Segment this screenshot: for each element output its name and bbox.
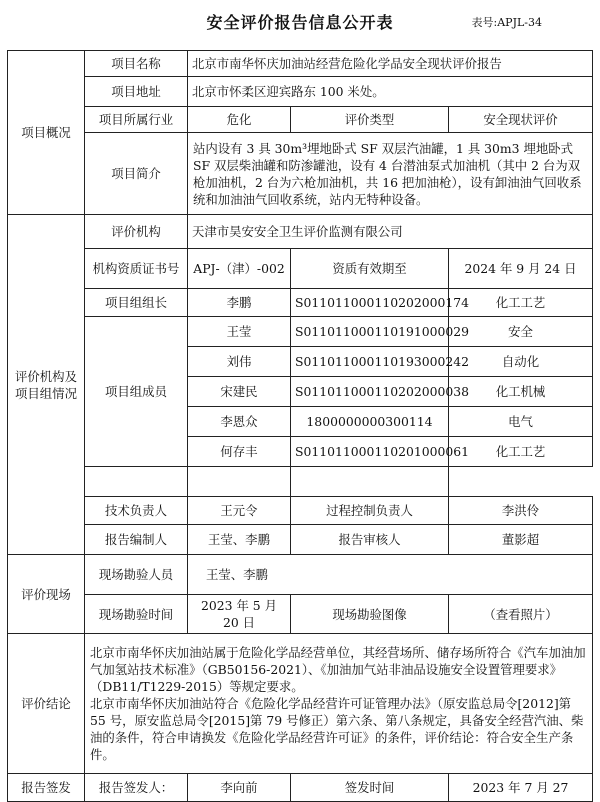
- project-name-label: 项目名称: [85, 51, 188, 77]
- site-staff-label: 现场勘验人员: [85, 555, 188, 595]
- member-major: 安全: [449, 317, 593, 347]
- member-cert: S011011000110191000029: [291, 317, 449, 347]
- leader-name: 李鹏: [188, 289, 291, 317]
- site-time-label: 现场勘验时间: [85, 595, 188, 634]
- member-cert: S011011000110202000038: [291, 377, 449, 407]
- sign-time: 2023 年 7 月 27: [449, 774, 593, 802]
- reviewer-label: 报告审核人: [291, 525, 449, 555]
- agency-value: 天津市昊安安全卫生评价监测有限公司: [188, 215, 593, 249]
- member-cert: S011011000110193000242: [291, 347, 449, 377]
- leader-cert: S011011000110202000174: [291, 289, 449, 317]
- section-sign: 报告签发: [8, 774, 85, 802]
- reviewer-name: 董影超: [449, 525, 593, 555]
- section-site: 评价现场: [8, 555, 85, 634]
- validity-value: 2024 年 9 月 24 日: [449, 249, 593, 289]
- view-photos-link[interactable]: （查看照片）: [449, 595, 593, 634]
- signer-label: 报告签发人：: [85, 774, 188, 802]
- member-name: 刘伟: [188, 347, 291, 377]
- industry-value: 危化: [188, 107, 291, 133]
- industry-label: 项目所属行业: [85, 107, 188, 133]
- project-address-label: 项目地址: [85, 77, 188, 107]
- evaluation-type-value: 安全现状评价: [449, 107, 593, 133]
- section-conclusion: 评价结论: [8, 634, 85, 774]
- member-name: 王莹: [188, 317, 291, 347]
- disclosure-table: [7, 50, 593, 802]
- section-overview: 项目概况: [8, 51, 85, 215]
- member-major: 化工机械: [449, 377, 593, 407]
- member-cert: 1800000000300114: [291, 407, 449, 437]
- tech-lead-name: 王元令: [188, 497, 291, 525]
- table-number: 表号:APJL-34: [471, 16, 542, 29]
- project-intro: 站内设有 3 具 30m³埋地卧式 SF 双层汽油罐，1 具 30m3 埋地卧式 SF 双层柴油罐和防渗罐池，设有 4 台潜油泵式加油机（其中 2 台为双枪加油机，2 台为六枪加油机，共 16 把加油枪），设有卸油油气回收系统和加油油气回收系统，站内无特种设备。: [188, 133, 593, 215]
- site-image-label: 现场勘验图像: [291, 595, 449, 634]
- member-name: [85, 467, 188, 497]
- signer-name: 李向前: [188, 774, 291, 802]
- member-major: [291, 467, 449, 497]
- leader-label: 项目组组长: [85, 289, 188, 317]
- member-major: 自动化: [449, 347, 593, 377]
- members-label: 项目组成员: [85, 317, 188, 467]
- member-cert: [188, 467, 291, 497]
- member-name: 李恩众: [188, 407, 291, 437]
- author-names: 王莹、李鹏: [188, 525, 291, 555]
- conclusion-paragraph-2: 北京市南华怀庆加油站符合《危险化学品经营许可证管理办法》（原安监总局令[2012]第 55 号，原安监总局令[2015]第 79 号修正）第六条、第八条规定，具备安全经营汽油、柴油的条件，符合申请换发《危险化学品经营许可证》的条件，评价结论：符合安全生产条件。: [90, 696, 584, 762]
- section-organization-label: 评价机构及项目组情况: [15, 368, 77, 401]
- cert-value: APJ-（津）-002: [188, 249, 291, 289]
- member-name: 宋建民: [188, 377, 291, 407]
- leader-major: 化工工艺: [449, 289, 593, 317]
- page-title: 安全评价报告信息公开表: [206, 13, 394, 32]
- process-lead-name: 李洪伶: [449, 497, 593, 525]
- evaluation-type-label: 评价类型: [291, 107, 449, 133]
- cert-label: 机构资质证书号: [85, 249, 188, 289]
- project-address: 北京市怀柔区迎宾路东 100 米处。: [188, 77, 593, 107]
- member-name: 何存丰: [188, 437, 291, 467]
- project-name: 北京市南华怀庆加油站经营危险化学品安全现状评价报告: [188, 51, 593, 77]
- member-major: 化工工艺: [449, 437, 593, 467]
- validity-label: 资质有效期至: [291, 249, 449, 289]
- section-organization: [8, 215, 85, 555]
- member-major: 电气: [449, 407, 593, 437]
- project-intro-label: 项目简介: [85, 133, 188, 215]
- tech-lead-label: 技术负责人: [85, 497, 188, 525]
- site-staff: 王莹、李鹏: [188, 555, 593, 595]
- conclusion-paragraph-1: 北京市南华怀庆加油站属于危险化学品经营单位，其经营场所、储存场所符合《汽车加油加气加氢站技术标准》（GB50156-2021）、《加油加气站非油品设施安全设置管理要求》（DB11/T1229-2015）等规定要求。: [90, 645, 586, 694]
- conclusion-text: [85, 634, 593, 774]
- agency-label: 评价机构: [85, 215, 188, 249]
- site-time: 2023 年 5 月 20 日: [188, 595, 291, 634]
- member-cert: S011011000110201000061: [291, 437, 449, 467]
- author-label: 报告编制人: [85, 525, 188, 555]
- sign-time-label: 签发时间: [291, 774, 449, 802]
- process-lead-label: 过程控制负责人: [291, 497, 449, 525]
